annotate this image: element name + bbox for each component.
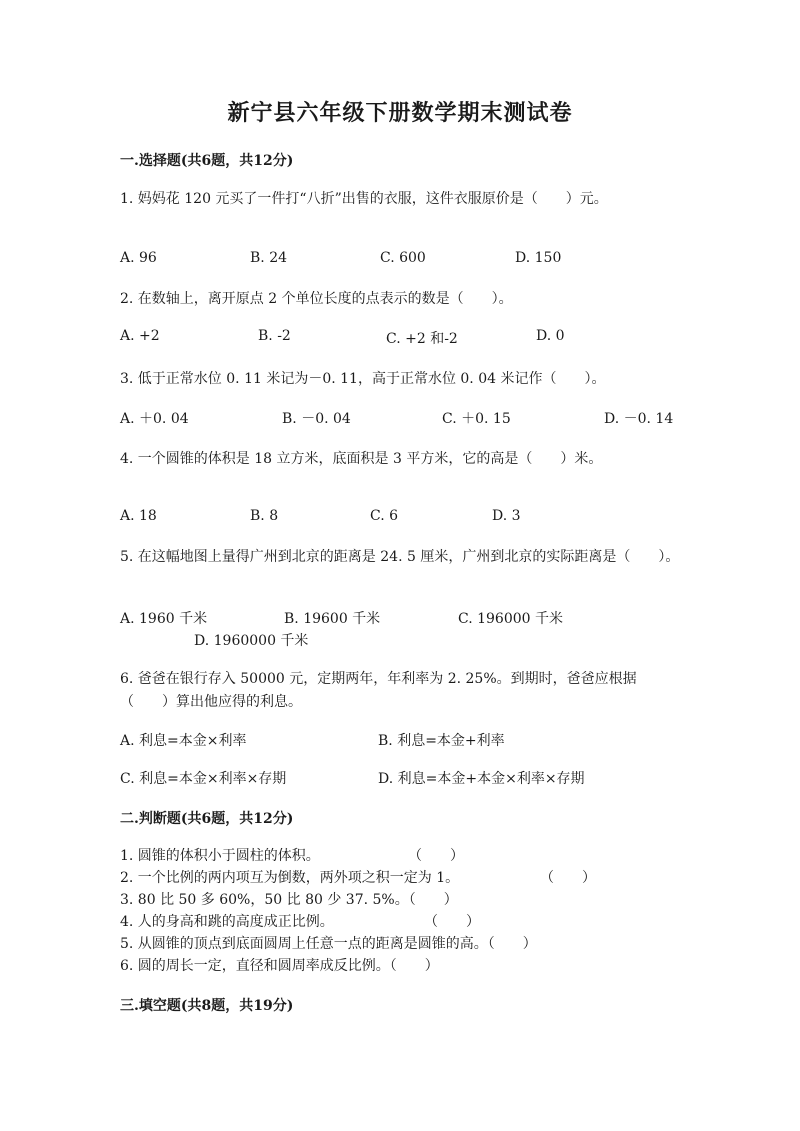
page-title: 新宁县六年级下册数学期末测试卷 xyxy=(227,100,573,126)
option-5b: B. 19600 千米 xyxy=(284,611,381,627)
option-1d: D. 150 xyxy=(515,250,562,266)
section-heading-choice: 一.选择题(共6题，共12分) xyxy=(120,153,294,169)
judge-item-3: 3. 80 比 50 多 60%，50 比 80 少 37. 5%。（ ） xyxy=(120,892,458,908)
judge-item-4: 4. 人的身高和跳的高度成正比例。 xyxy=(120,914,334,930)
option-5d: D. 1960000 千米 xyxy=(194,633,309,649)
option-3a: A. ＋0. 04 xyxy=(120,411,189,427)
option-4c: C. 6 xyxy=(370,508,399,524)
question-4: 4. 一个圆锥的体积是 18 立方米，底面积是 3 平方米，它的高是（ ）米。 xyxy=(120,451,603,467)
option-1b: B. 24 xyxy=(250,250,288,266)
option-2c: C. +2 和-2 xyxy=(386,331,458,347)
option-6d: D. 利息=本金+本金×利率×存期 xyxy=(378,771,585,787)
option-6a: A. 利息=本金×利率 xyxy=(120,733,247,749)
option-4b: B. 8 xyxy=(250,508,279,524)
option-2a: A. +2 xyxy=(120,328,160,344)
option-3c: C. ＋0. 15 xyxy=(442,411,511,427)
section-heading-judge: 二.判断题(共6题，共12分) xyxy=(120,811,294,827)
judge-item-5: 5. 从圆锥的顶点到底面圆周上任意一点的距离是圆锥的高。（ ） xyxy=(120,936,537,952)
option-1c: C. 600 xyxy=(380,250,426,266)
question-2: 2. 在数轴上，离开原点 2 个单位长度的点表示的数是（ ）。 xyxy=(120,291,513,307)
section-heading-fill: 三.填空题(共8题，共19分) xyxy=(120,998,294,1014)
option-2d: D. 0 xyxy=(536,328,565,344)
option-4d: D. 3 xyxy=(492,508,521,524)
option-6c: C. 利息=本金×利率×存期 xyxy=(120,771,287,787)
judge-paren-1: （ ） xyxy=(408,848,464,864)
judge-item-1: 1. 圆锥的体积小于圆柱的体积。 xyxy=(120,848,320,864)
option-5c: C. 196000 千米 xyxy=(458,611,564,627)
question-6: 6. 爸爸在银行存入 50000 元，定期两年，年利率为 2. 25%。到期时，爸爸应根据（ ）算出他应得的利息。 xyxy=(120,671,637,710)
option-1a: A. 96 xyxy=(120,250,157,266)
option-5a: A. 1960 千米 xyxy=(120,611,208,627)
option-3b: B. －0. 04 xyxy=(282,411,351,427)
judge-paren-4: （ ） xyxy=(424,914,480,930)
option-4a: A. 18 xyxy=(120,508,157,524)
option-2b: B. -2 xyxy=(258,328,291,344)
question-1: 1. 妈妈花 120 元买了一件打“八折”出售的衣服，这件衣服原价是（ ）元。 xyxy=(120,191,608,207)
judge-item-2: 2. 一个比例的两内项互为倒数，两外项之积一定为 1。 xyxy=(120,870,460,886)
question-3: 3. 低于正常水位 0. 11 米记为－0. 11，高于正常水位 0. 04 米记作（ ）。 xyxy=(120,371,606,387)
judge-paren-2: （ ） xyxy=(540,870,596,886)
option-3d: D. －0. 14 xyxy=(604,411,674,427)
option-6b: B. 利息=本金+利率 xyxy=(378,733,505,749)
judge-item-6: 6. 圆的周长一定，直径和圆周率成反比例。（ ） xyxy=(120,958,439,974)
question-5: 5. 在这幅地图上量得广州到北京的距离是 24. 5 厘米，广州到北京的实际距离是（ ）。 xyxy=(120,549,680,565)
